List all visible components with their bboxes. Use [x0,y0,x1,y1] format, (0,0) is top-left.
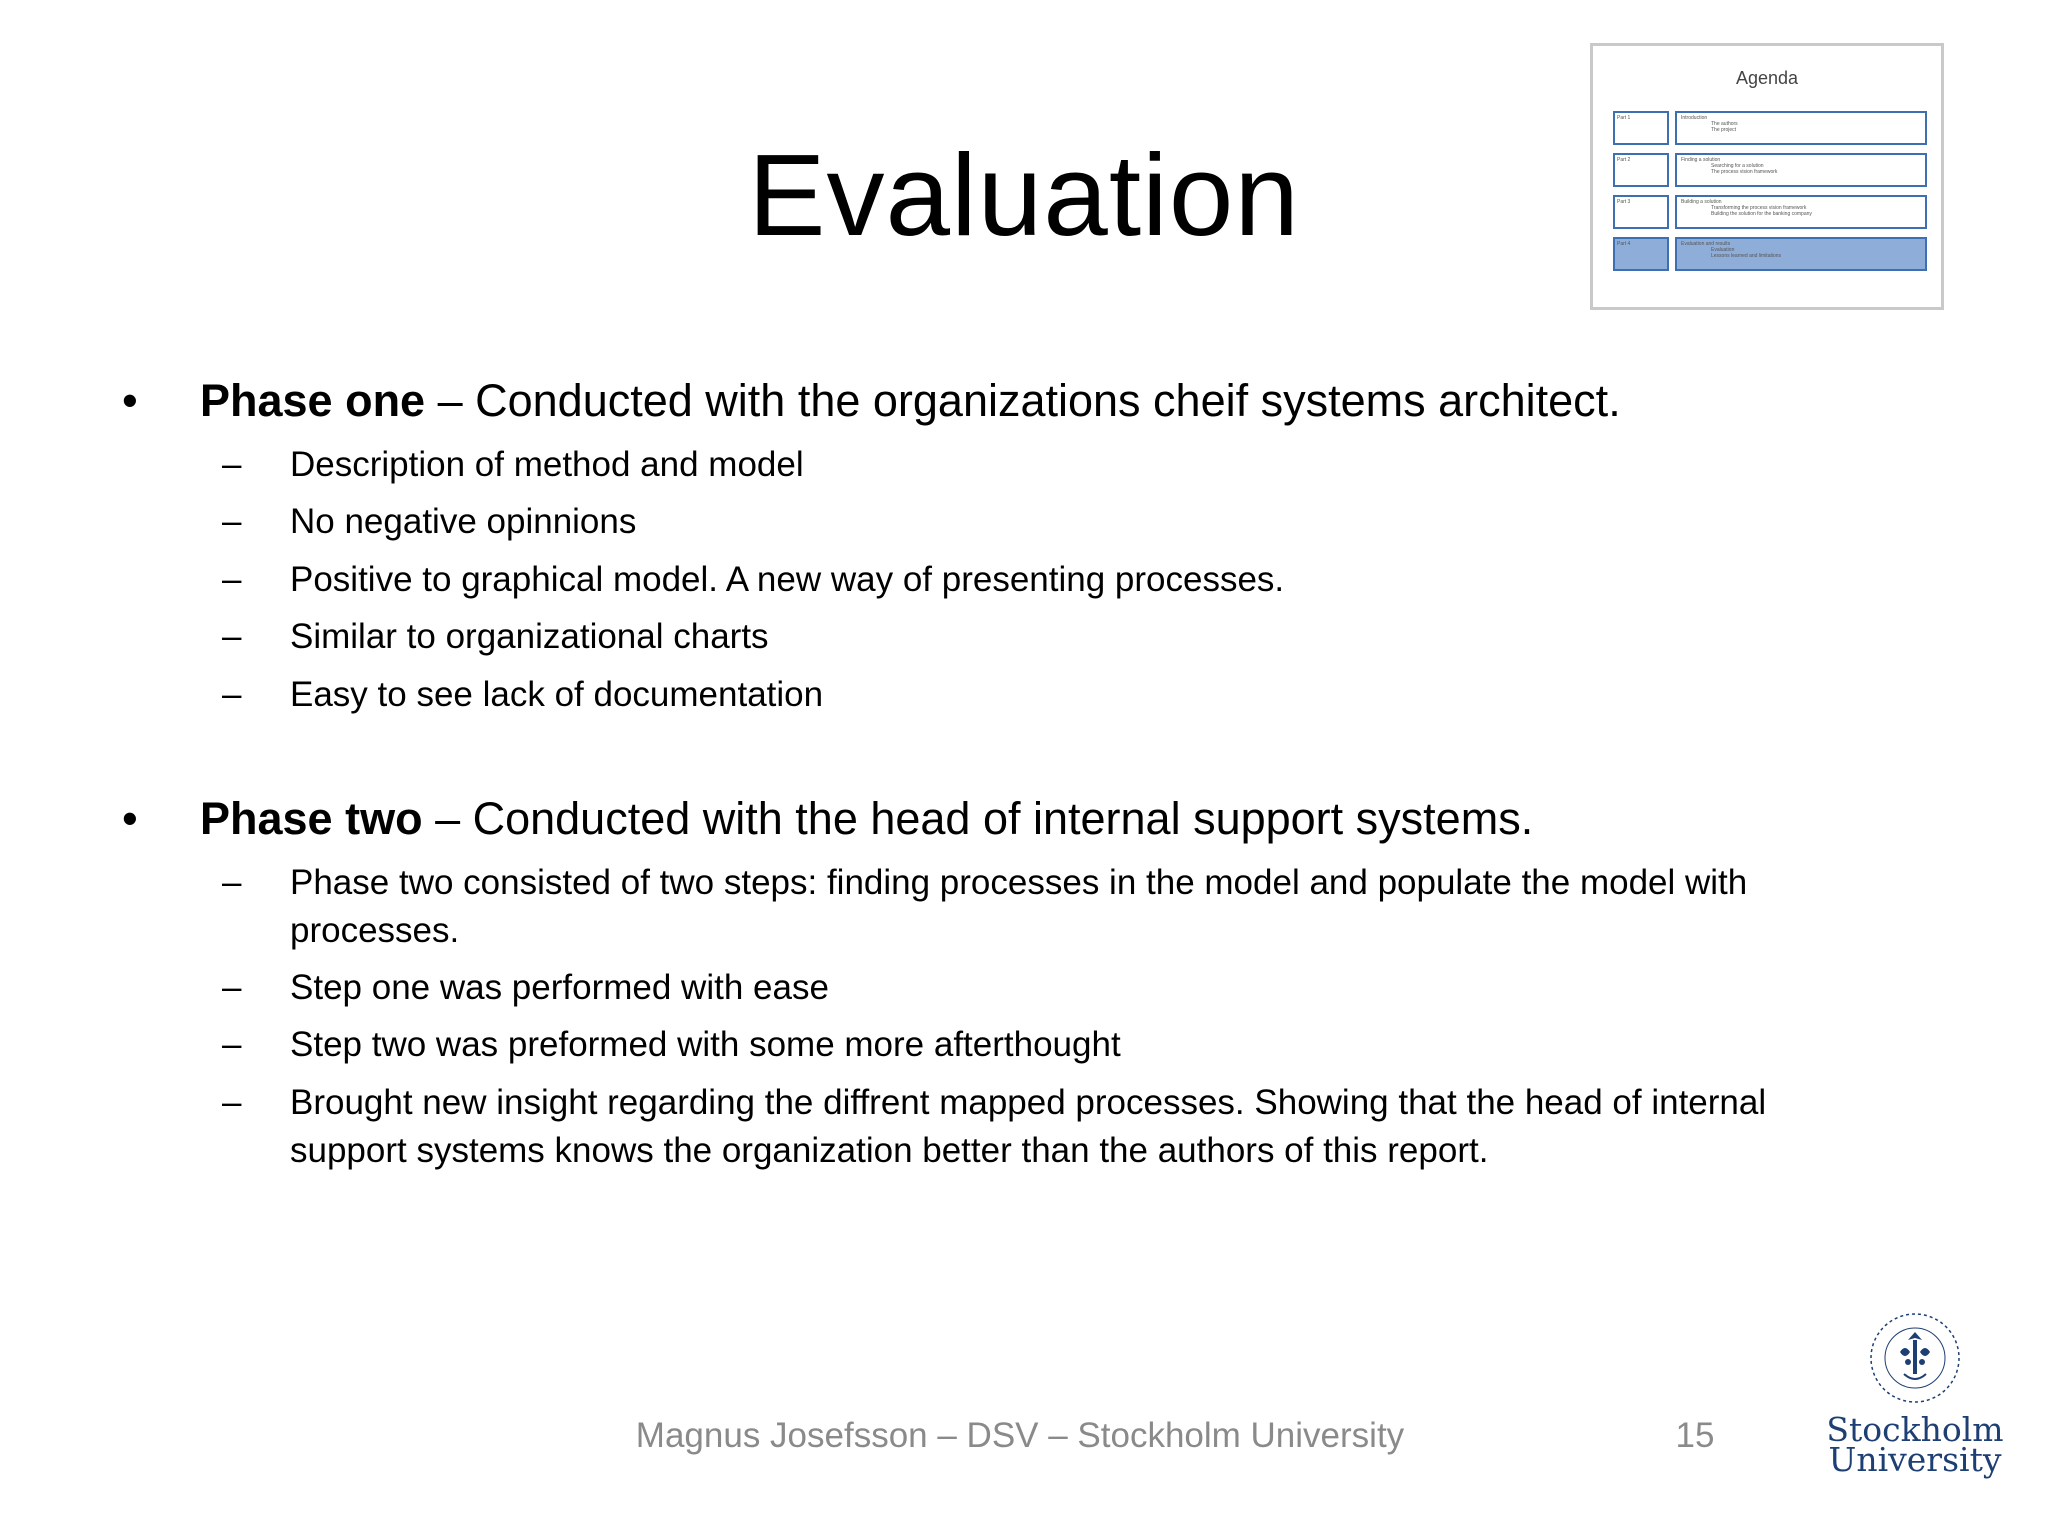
logo-text-line2: University [1828,1440,2002,1479]
sub-bullet-marker: – [222,863,242,902]
agenda-row-item: Evaluation [1711,247,1735,253]
university-seal-icon [1820,1310,2010,1410]
bullet-item [200,792,1900,846]
agenda-row-item: Building the solution for the banking company [1711,211,1812,217]
logo-text-line1: Stockholm [1826,1410,2004,1449]
agenda-part-label: Part 2 [1613,153,1669,187]
bullet-text: – Conducted with the organizations cheif systems architect. [425,375,1621,426]
sub-bullet-marker: – [222,445,242,484]
sub-bullet-marker: – [222,1083,242,1122]
agenda-row [1613,111,1927,147]
sub-bullet-item: Positive to graphical model. A new way of presenting processes. [290,560,1285,599]
sub-bullet-marker: – [222,617,242,656]
slide-title: Evaluation [748,130,1300,260]
agenda-row-heading: Introduction [1681,115,1708,121]
agenda-row [1613,153,1927,189]
agenda-part-label: Part 3 [1613,195,1669,229]
sub-bullet-item: Description of method and model [290,445,804,484]
bullet-item [200,374,1900,428]
sub-bullet-item: Similar to organizational charts [290,617,769,656]
agenda-row-item: Searching for a solution [1711,163,1764,169]
bullet-text: – Conducted with the head of internal support systems. [422,793,1534,844]
agenda-row-item: Lessons learned and limitations [1711,253,1782,259]
agenda-part-label: Part 1 [1613,111,1669,145]
sub-bullet-marker: – [222,502,242,541]
agenda-row-item: The project [1711,127,1737,133]
sub-bullet-marker: – [222,968,242,1007]
agenda-row-content [1675,195,1927,229]
agenda-row-heading: Finding a solution [1681,157,1721,163]
sub-bullet-marker: – [222,1025,242,1064]
sub-bullet-marker: – [222,560,242,599]
sub-bullet-item: Phase two consisted of two steps: finding processes in the model and populate the model with processes. [290,863,1748,950]
page-number: 15 [1675,1416,1715,1455]
sub-bullet-item: No negative opinnions [290,502,637,541]
sub-bullet-marker: – [222,675,242,714]
university-logo [1820,1310,2010,1480]
agenda-row [1613,195,1927,231]
agenda-part-label: Part 4 [1613,237,1669,271]
sub-bullet-item: Step one was performed with ease [290,968,829,1007]
agenda-row-item: Transforming the process vision framework [1711,205,1807,211]
bullet-marker: • [122,375,138,426]
agenda-row-item: The authors [1711,121,1738,127]
bullet-heading: Phase two [200,793,423,844]
sub-bullet-item: Easy to see lack of documentation [290,675,824,714]
bullet-heading: Phase one [200,375,426,426]
agenda-row-active [1613,237,1927,273]
agenda-row-content [1675,153,1927,187]
sub-bullet-item: Step two was preformed with some more afterthought [290,1025,1121,1064]
sub-bullet-item: Brought new insight regarding the diffrent mapped processes. Showing that the head of internal support systems knows the organization better than the authors of this report. [290,1083,1767,1170]
agenda-row-content [1675,111,1927,145]
footer-text: Magnus Josefsson – DSV – Stockholm University [635,1416,1405,1455]
agenda-row-heading: Building a solution [1681,199,1722,205]
agenda-row-heading: Evaluation and results [1681,241,1731,247]
agenda-thumbnail [1590,43,1944,310]
agenda-row-item: The process vision framework [1711,169,1778,175]
agenda-title: Agenda [1735,68,1799,88]
agenda-row-content [1675,237,1927,271]
bullet-marker: • [122,793,138,844]
